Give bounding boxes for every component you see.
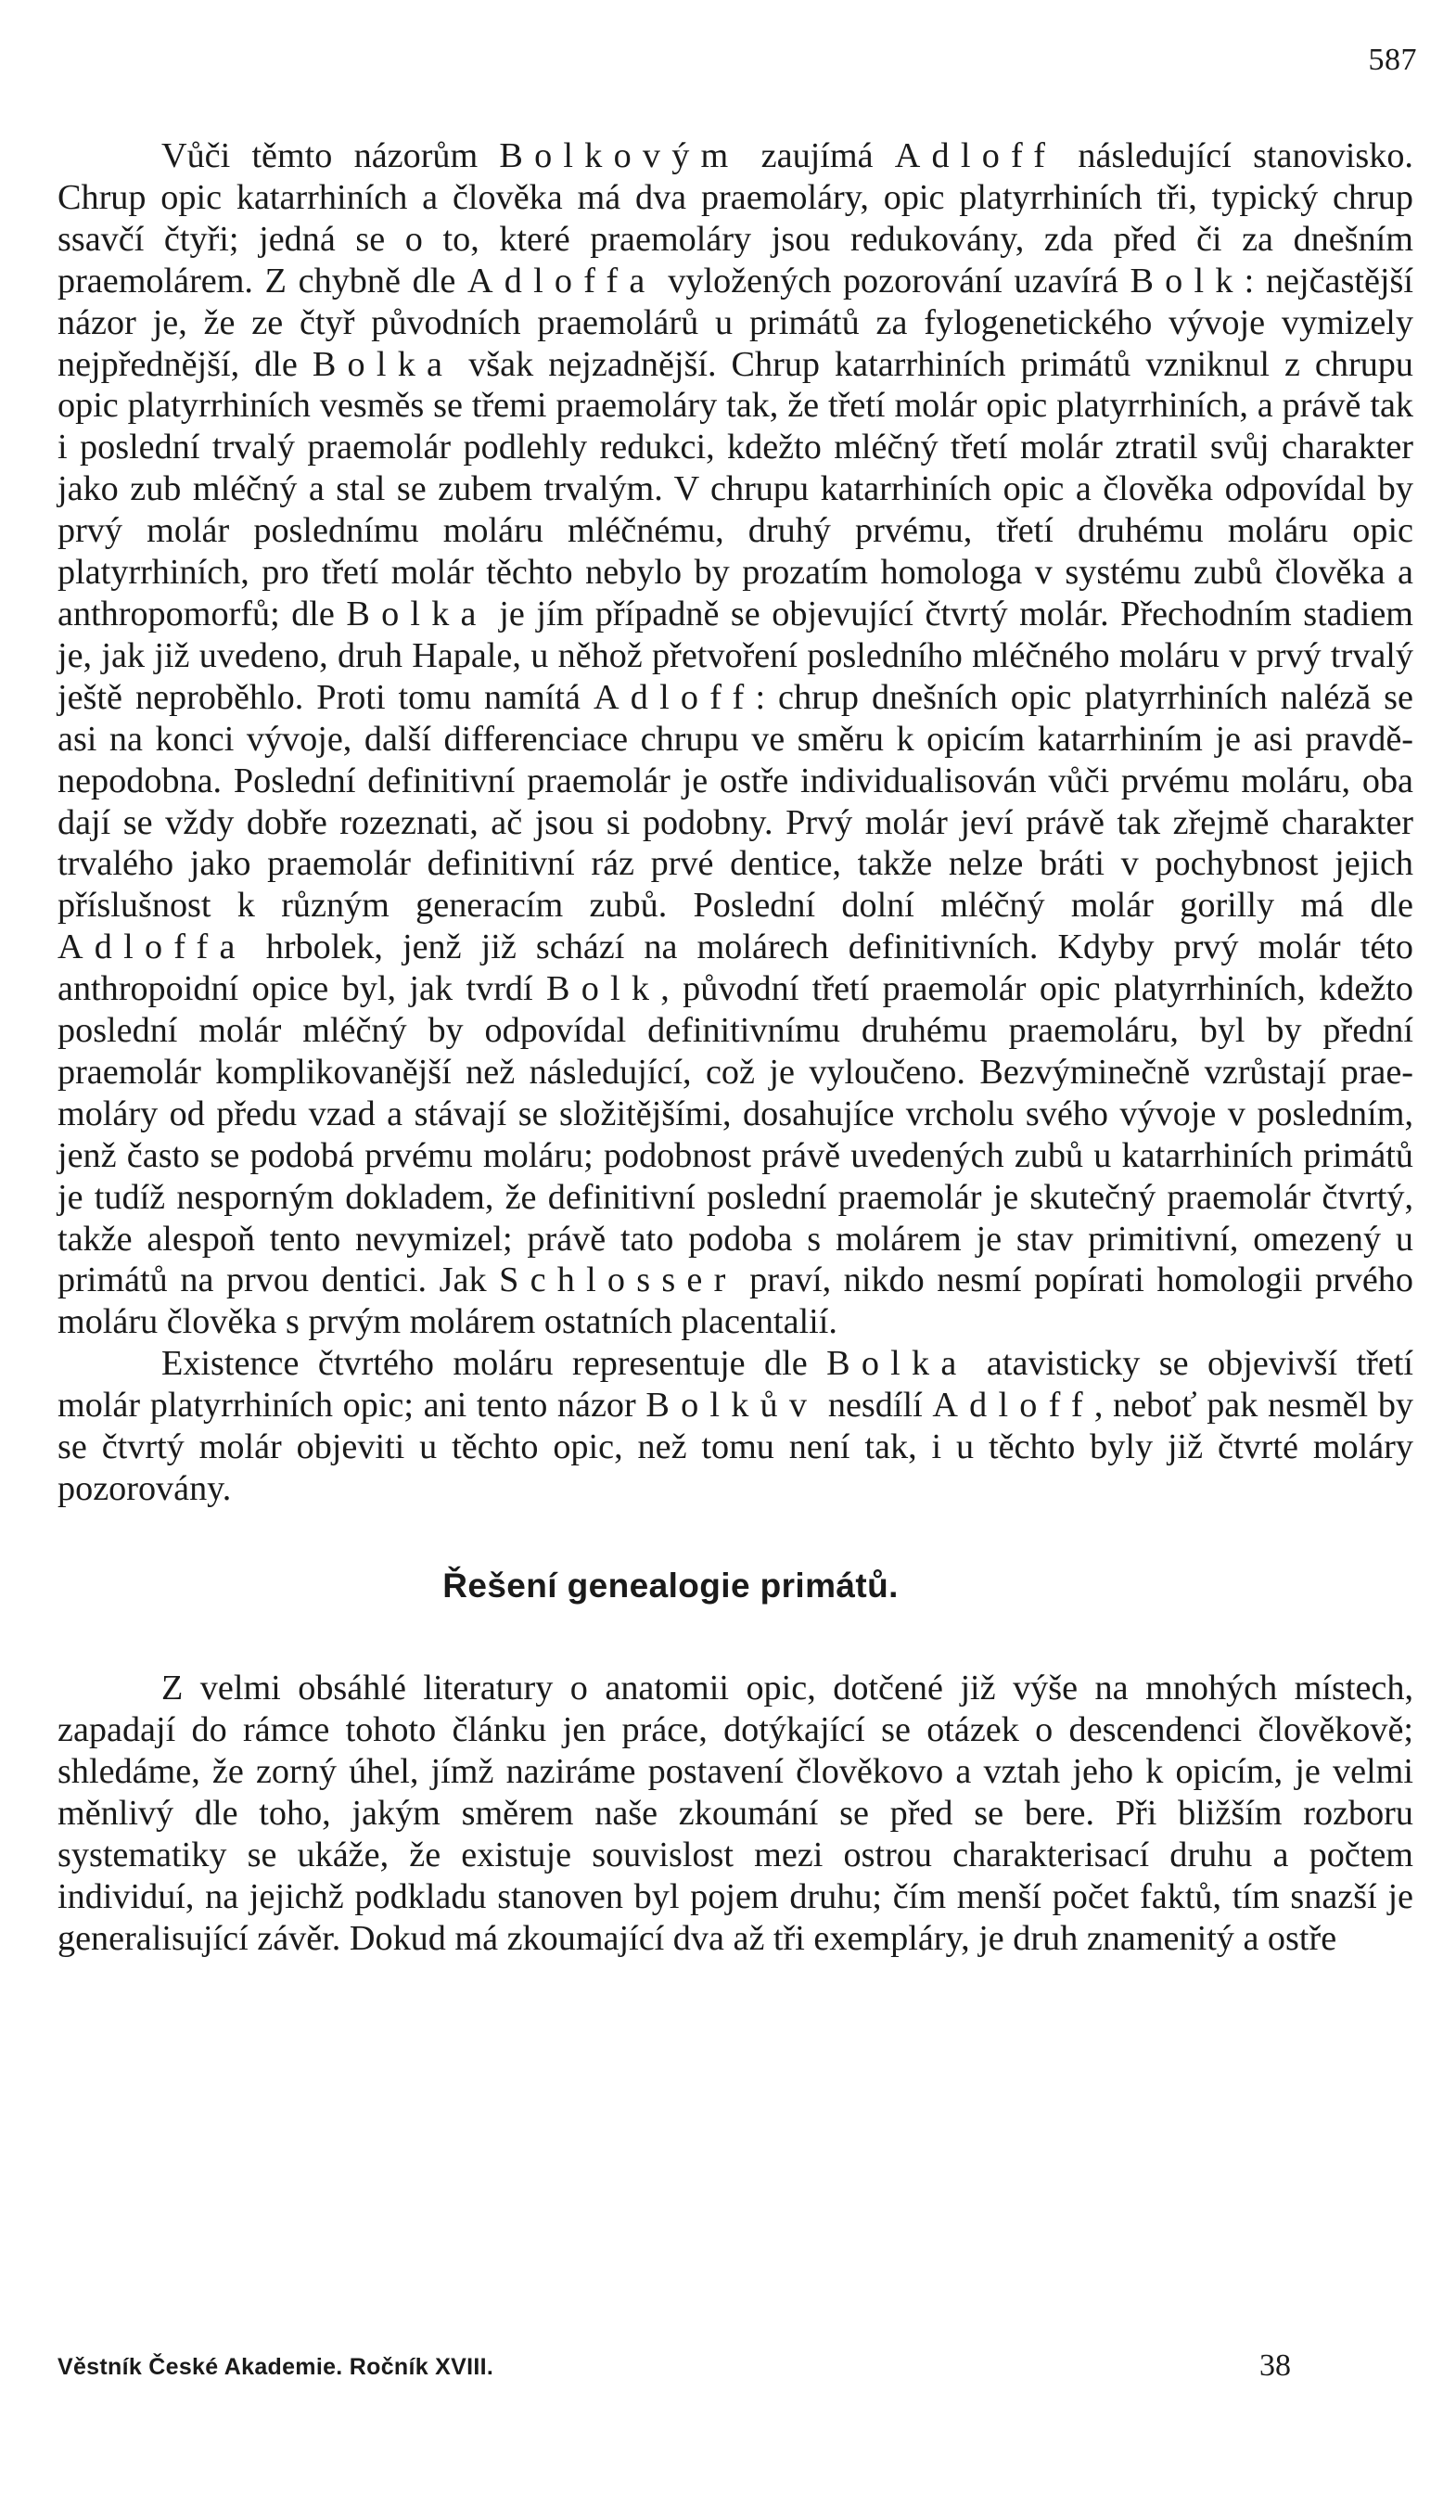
spaced-author-name: Bolk xyxy=(1130,261,1245,301)
paragraph-1: Vůči těmto názorům Bolkovým zaujímá Adloff následující stanovisko. Chrup opic katarrhiních a člověka má dva praemoláry, opic platyrrhiních tři, typický chrup ssavčí čtyři; jedná se o to, které praemoláry jsou redukovány, zda před či za dnešním praemolárem. Z chybně dle Adloffa vyložených pozorování uzavírá Bolk: nejčastější názor je, že ze čtyř původních praemolárů u primátů za fylogenetického vývoje vymizely nejpřednější, dle Bolka však nejzadnější. Chrup katarrhiních primátů vzniknul z chrupu opic platyrrhiních vesměs se třemi praemoláry tak, že třetí molár opic platyrrhiních, a právě tak i poslední trvalý praemolár podlehly redukci, kdežto mléčný třetí molár ztratil svůj charakter jako zub mléčný a stal se zubem trvalým. V chrupu katarrhiních opic a člověka odpovídal by prvý molár poslednímu moláru mléčnému, druhý prvému, třetí druhému moláru opic platyrrhiních, pro třetí molár těchto nebylo by prozatím homologa v systému zubů člověka a anthropomorfů; dle Bolka je jím případně se objevující čtvrtý molár. Přechodním stadiem je, jak již uvedeno, druh Hapale, u něhož přetvoření posledního mléčného moláru v prvý trvalý ještě neproběhlo. Proti tomu namítá Adloff: chrup dnešních opic platyrrhiních naléză se asi na konci vývoje, další differenciace chrupu ve směru k opicím katarrhiním je asi pravděnepodobna. Poslední definitivní praemolár je ostře individualisován vůči prvému moláru, oba dají se vždy dobře rozeznati, ač jsou si podobny. Prvý molár jeví právě tak zřejmě charakter trvalého jako praemolár definitivní ráz prvé dentice, takže nelze bráti v pochybnost jejich příslušnost k různým generacím zubů. Poslední dolní mléčný molár gorilly má dle Adloffa hrbolek, jenž již schází na molárech definitivních. Kdyby prvý molár této anthropoidní opice byl, jak tvrdí Bolk, původní třetí praemolár opic platyrrhiních, kdežto poslední molár mléčný by odpovídal definitivnímu druhému praemoláru, byl by přední praemolár komplikovanější než následující, což je vyloučeno. Bezvýminečně vzrůstají praemoláry od předu vzad a stávají se složitějšími, dosahujíce vrcholu svého vývoje v posledním, jenž často se podobá prvému moláru; podobnost právě uvedených zubů u katarrhiních primátů je tudíž nesporným dokladem, že definitivní poslední praemolár je skutečný praemolár čtvrtý, takže alespoň tento nevymizel; právě tato podoba s molárem je stav primitivní, omezený u primátů na prvou dentici. Jak Schlosser praví, nikdo nesmí popírati homologii prvého moláru člověka s prvým molárem ostatních placentalií. xyxy=(57,136,1413,1342)
spaced-author-name: Bolk xyxy=(546,969,661,1009)
spaced-author-name: Adloff xyxy=(932,1386,1094,1426)
paragraph-3: Z velmi obsáhlé literatury o anatomii opic, dotčené již výše na mnohých místech, zapadají do rámce tohoto článku jen práce, dotýkající se otázek o descendenci člověkově; shledáme, že zorný úhel, jímž naziráme postavení člověkovo a vztah jeho k opicím, je velmi měnlivý dle toho, jakým směrem naše zkoumání se před se bere. Při bližším rozboru systematiky se ukáže, že existuje souvislost mezi ostrou charakterisací druhu a počtem individuí, na jejichž podkladu stanoven byl pojem druhu; čím menší počet faktů, tím snazší je generalisující závěr. Dokud má zkoumající dva až tři exempláry, je druh znamenitý a ostře xyxy=(57,1669,1413,1958)
spaced-author-name: Bolka xyxy=(826,1344,968,1384)
signature-mark: 38 xyxy=(1259,2348,1291,2383)
spaced-author-name: Adloffa xyxy=(57,927,247,967)
page-number: 587 xyxy=(1368,43,1417,77)
text-column xyxy=(57,135,1413,1960)
spaced-author-name: Adloff xyxy=(593,677,756,717)
page-footer xyxy=(57,2348,1291,2391)
spaced-author-name: Bolka xyxy=(312,344,454,384)
spaced-author-name: Adloffa xyxy=(466,261,657,301)
spaced-author-name: Bolkovým xyxy=(499,136,740,175)
paragraph-2: Existence čtvrtého moláru representuje dle Bolka atavisticky se objevivší třetí molár platyrrhiních opic; ani tento názor Bolkův nesdílí Adloff, neboť pak nesměl by se čtvrtý molár objeviti u těchto opic, než tomu není tak, i u těchto byly již čtvrté moláry pozorovány. xyxy=(57,1344,1414,1508)
section-heading: Řešení genealogie primátů. xyxy=(442,1566,899,1605)
spaced-author-name: Adloff xyxy=(894,136,1057,175)
spaced-author-name: Bolka xyxy=(346,594,488,633)
spaced-author-name: Schlosser xyxy=(499,1260,737,1300)
journal-footer: Věstník České Akademie. Ročník XVIII. xyxy=(57,2354,494,2380)
spaced-author-name: Bolkův xyxy=(645,1386,819,1426)
